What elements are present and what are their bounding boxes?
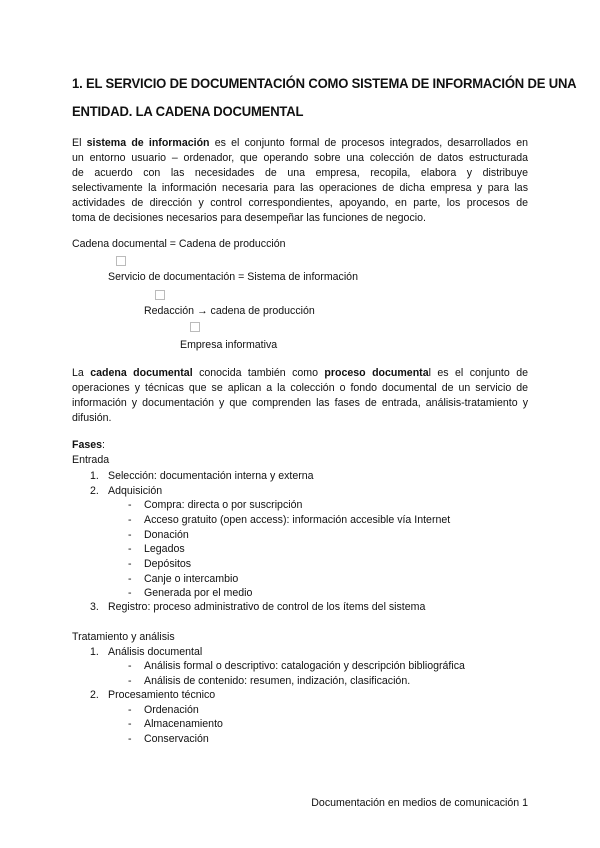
- sub-list-item: Legados: [144, 543, 185, 555]
- dash-bullet: -: [128, 514, 132, 526]
- sub-list-item: Almacenamiento: [144, 718, 223, 730]
- cadena-bold-term: cadena documental: [90, 367, 193, 379]
- dash-bullet: -: [128, 675, 132, 687]
- list-item: Selección: documentación interna y externa: [108, 470, 314, 482]
- sub-list-item: Ordenación: [144, 704, 199, 716]
- cadena-line: operaciones y técnicas que se aplican a la colección o fondo documental de un servicio de: [72, 382, 528, 394]
- sub-list-item: Conservación: [144, 733, 209, 745]
- cadena-bold-term: proceso documenta: [324, 367, 429, 379]
- dash-bullet: -: [128, 733, 132, 745]
- list-item: Procesamiento técnico: [108, 689, 216, 701]
- chain-line-3: Redacción → cadena de producción: [144, 305, 315, 317]
- cadena-text: l es el conjunto de: [428, 367, 528, 379]
- dash-bullet: -: [128, 529, 132, 541]
- dash-bullet: -: [128, 587, 132, 599]
- dash-bullet: -: [128, 573, 132, 585]
- dash-bullet: -: [128, 543, 132, 555]
- sub-list-item: Donación: [144, 529, 189, 541]
- intro-line: de acuerdo con las necesidades de una empresa, recopila, elabora y distribuye: [72, 167, 528, 179]
- sub-list-item: Canje o intercambio: [144, 573, 239, 585]
- entrada-heading: Entrada: [72, 454, 110, 466]
- sub-list-item: Generada por el medio: [144, 587, 253, 599]
- sub-list-item: Compra: directa o por suscripción: [144, 499, 303, 511]
- sub-list-item: Análisis de contenido: resumen, indización, clasificación.: [144, 675, 411, 687]
- list-number: 3.: [90, 601, 99, 613]
- page-footer: Documentación en medios de comunicación 1: [311, 797, 528, 809]
- tratamiento-heading: Tratamiento y análisis: [72, 631, 175, 643]
- fases-heading-text: Fases: [72, 439, 103, 451]
- intro-text: El: [72, 137, 87, 149]
- dash-bullet: -: [128, 718, 132, 730]
- list-number: 2.: [90, 689, 99, 701]
- sub-list-item: Depósitos: [144, 558, 192, 570]
- dash-bullet: -: [128, 660, 132, 672]
- intro-line: actividades de dirección y control correspondientes, apoyando, en parte, los procesos de: [72, 197, 528, 209]
- cadena-text: conocida también como: [192, 367, 325, 379]
- dash-bullet: -: [128, 499, 132, 511]
- list-item: Registro: proceso administrativo de control de los ítems del sistema: [108, 601, 426, 613]
- list-number: 1.: [90, 646, 99, 658]
- cadena-paragraph: [72, 366, 528, 426]
- sub-list-item: Acceso gratuito (open access): información accesible vía Internet: [144, 514, 451, 526]
- chain-line-4: Empresa informativa: [180, 339, 278, 351]
- intro-paragraph: [72, 136, 528, 226]
- list-item: Adquisición: [108, 485, 163, 497]
- intro-line: selectivamente la información necesaria para las operaciones de dicha empresa y para las: [72, 182, 528, 194]
- arrow-placeholder-icon: [190, 322, 200, 332]
- section-title: [72, 70, 577, 126]
- list-number: 1.: [90, 470, 99, 482]
- chain-line-1: Cadena documental = Cadena de producción: [72, 238, 286, 250]
- intro-text: es el conjunto formal de procesos integrados, desarrollados en: [209, 137, 528, 149]
- chain-line-2: Servicio de documentación = Sistema de información: [108, 271, 358, 283]
- fases-heading: [72, 438, 105, 453]
- sub-list-item: Análisis formal o descriptivo: catalogación y descripción bibliográfica: [144, 660, 465, 672]
- intro-line: un entorno usuario – ordenador, que operando sobre una colección de datos estructurada: [72, 152, 528, 164]
- arrow-placeholder-icon: [155, 290, 165, 300]
- list-item: Análisis documental: [108, 646, 203, 658]
- dash-bullet: -: [128, 558, 132, 570]
- list-number: 2.: [90, 485, 99, 497]
- intro-bold-term: sistema de información: [86, 137, 210, 149]
- cadena-line: [72, 366, 528, 381]
- intro-line: [72, 136, 528, 151]
- fases-heading-colon: :: [102, 439, 105, 451]
- cadena-line: información y documentación y que comprenden las fases de entrada, análisis-tratamiento y: [72, 397, 528, 409]
- cadena-text: La: [72, 367, 91, 379]
- intro-line: toma de decisiones necesarios para desempeñar las funciones de negocio.: [72, 212, 426, 224]
- arrow-placeholder-icon: [116, 256, 126, 266]
- dash-bullet: -: [128, 704, 132, 716]
- title-line-1: 1. EL SERVICIO DE DOCUMENTACIÓN COMO SISTEMA DE INFORMACIÓN DE UNA: [72, 76, 577, 92]
- title-line-2: ENTIDAD. LA CADENA DOCUMENTAL: [72, 104, 304, 120]
- cadena-line: difusión.: [72, 412, 112, 424]
